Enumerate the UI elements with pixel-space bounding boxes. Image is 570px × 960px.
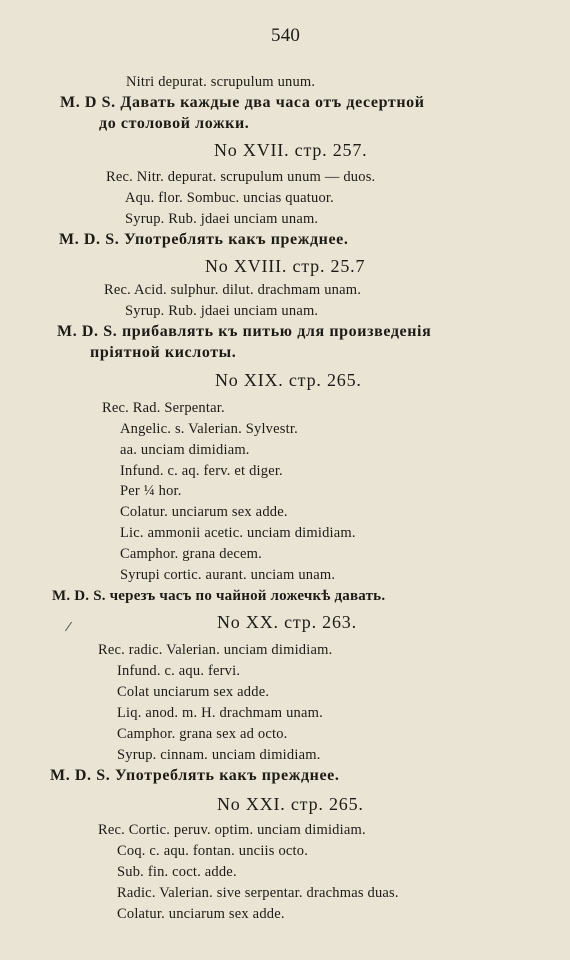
text-line: Syrup. Rub. jdaei unciam unam. bbox=[125, 211, 319, 227]
text-line: Infund. c. aqu. fervi. bbox=[117, 663, 241, 679]
text-line: Syrup. Rub. jdaei unciam unam. bbox=[125, 303, 319, 319]
text-line: Colat unciarum sex adde. bbox=[117, 684, 270, 700]
text-line: пріятной кислоты. bbox=[90, 344, 237, 361]
text-line: Infund. c. aq. ferv. et diger. bbox=[120, 463, 283, 479]
page-number: 540 bbox=[271, 25, 301, 46]
text-line: Rec. Cortic. peruv. optim. unciam dimidiam. bbox=[98, 822, 366, 838]
recipe-heading: No XX. стр. 263. bbox=[217, 612, 357, 632]
text-line: Rec. Rad. Serpentar. bbox=[102, 400, 225, 416]
text-line: Rec. Acid. sulphur. dilut. drachmam unam. bbox=[104, 282, 362, 298]
text-line: Syrup. cinnam. unciam dimidiam. bbox=[117, 747, 321, 763]
recipe-heading: No XVIII. стр. 25.7 bbox=[205, 256, 366, 276]
text-line: Sub. fin. coct. adde. bbox=[117, 864, 237, 880]
text-line: aa. unciam dimidiam. bbox=[120, 442, 250, 458]
text-line: M. D. S. Употреблять какъ прежднее. bbox=[59, 231, 349, 248]
text-line: Liq. anod. m. H. drachmam unam. bbox=[117, 705, 323, 721]
text-line: Radic. Valerian. sive serpentar. drachmas duas. bbox=[117, 885, 399, 901]
text-line: Per ¼ hor. bbox=[120, 483, 182, 499]
text-line: до столовой ложки. bbox=[99, 115, 250, 132]
text-line: Nitri depurat. scrupulum unum. bbox=[126, 74, 316, 90]
pencil-mark bbox=[65, 622, 72, 632]
recipe-heading: No XXI. стр. 265. bbox=[217, 794, 364, 814]
text-line: Aqu. flor. Sombuc. uncias quatuor. bbox=[125, 190, 334, 206]
text-line: M. D. S. прибавлять къ питью для произведенія bbox=[57, 323, 432, 340]
text-line: Rec. radic. Valerian. unciam dimidiam. bbox=[98, 642, 333, 658]
text-line: Rec. Nitr. depurat. scrupulum unum — duos. bbox=[106, 169, 376, 185]
text-line: M. D S. Давать каждые два часа отъ десертной bbox=[60, 94, 425, 111]
text-line: M. D. S. черезъ часъ по чайной ложечкѣ давать. bbox=[52, 588, 386, 604]
recipe-heading: No XIX. стр. 265. bbox=[215, 370, 362, 390]
recipe-heading: No XVII. стр. 257. bbox=[214, 140, 368, 160]
text-line: Colatur. unciarum sex adde. bbox=[120, 504, 288, 520]
text-line: Lic. ammonii acetic. unciam dimidiam. bbox=[120, 525, 356, 541]
text-line: Colatur. unciarum sex adde. bbox=[117, 906, 285, 922]
text-line: Coq. c. aqu. fontan. unciis octo. bbox=[117, 843, 309, 859]
text-line: M. D. S. Употреблять какъ прежднее. bbox=[50, 767, 340, 784]
text-line: Camphor. grana sex ad octo. bbox=[117, 726, 288, 742]
text-line: Syrupi cortic. aurant. unciam unam. bbox=[120, 567, 336, 583]
text-line: Angelic. s. Valerian. Sylvestr. bbox=[120, 421, 298, 437]
text-line: Camphor. grana decem. bbox=[120, 546, 262, 562]
